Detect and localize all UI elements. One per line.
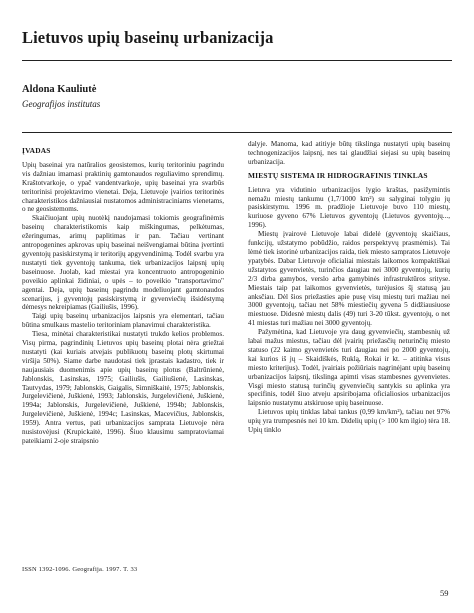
paragraph: Lietuvos upių tinklas labai tankus (0,99 km/km²), tačiau net 97% upių yra trumpesnės nei 10 km. Didelių upių (> 100 km ilgio) tėra 18. Upių tinklo: [248, 408, 450, 435]
author-name: Aldona Kauliutė: [22, 84, 97, 95]
paragraph: dalyje. Manoma, kad atitiyje būtų tikslinga nustatyti upių baseinų technogenizacijos laipsnį, nes tai glaudžiai siejasi su upių baseinų urbanizacija.: [248, 140, 450, 166]
author-institution: Geografijos institutas: [22, 99, 101, 109]
section-heading-intro: ĮVADAS: [22, 147, 51, 155]
left-column: [22, 147, 224, 557]
author-rule: [22, 132, 452, 133]
article-title: Lietuvos upių baseinų urbanizacija: [22, 28, 274, 47]
section-heading-city-system: MIESTŲ SISTEMA IR HIDROGRAFINIS TINKLAS: [248, 170, 428, 180]
paragraph: Miestų įvairovė Lietuvoje labai didelė (gyventojų skaičiaus, funkcijų, užstatymo pobūdžio, raidos perspektyvų prasmėmis). Tai lėmė tiek istorinė urbanizacijos raida, tiek miesto sampratos Lietuvoje ypatybės. Dabar Lietuvoje oficialiai miestais laikomos kompaktiškai užstatytos gyvenvietės, turinčios daugiau nei 3000 gyventojų, kurių 2/3 dirba gamybos, verslo arba gamybinės infrastruktūros srityse. Miestais taip pat laikomos gyvenvietės, turėjusios šį statusą jau anksčiau. Dėl šios priežasties apie pusę visų miestų turi mažiau nei 3000 gyventojų, tačiau net 58% miestiečių gyvena 5 didžiausiuose miestuose. Didesnė miestų dalis (49) turi 3-20 tūkst. gyventojų, o net 41 miestas turi mažiau nei 3000 gyventojų.: [248, 230, 450, 328]
right-column: [248, 140, 450, 550]
paragraph: Pažymėtina, kad Lietuvoje yra daug gyvenviečių, stambesnių už labai mažus miestus, tačiau dėl įvairių priežasčių neturinčių miesto statuso (22 kaimo gyvenvietės turi daugiau nei po 2000 gyventojų, kai kurios iš jų – Skaidiškės, Ruklą, Rokai ir kt. – atitinka visus miesto kriterijus). Todėl, įvairiais požiūriais nagrinėjant upių baseinų urbanizacijos laipsnį, tikslinga apimti visas stambesnes gyvenvietes. Visgi miesto statusą turinčių gyvenviečių santykis su aplinka yra specifinis, todėl šiuo atveju apsiribojama oficialiosios urbanizacijos laipsnio nustatymu atskiruose upių baseinuose.: [248, 328, 450, 408]
paragraph: Tiesa, minėtai charakteristikai nustatyti trukdo kelios problemos. Visų pirma, pagrindinių Lietuvos upių baseinų plotai nėra griežtai nustatyti (kai kuriais atvejais publikuotų baseinų plotų skirtumai viršija 50%). Siame darbe naudotasi tiek įprastais kadastro, tiek ir naujausiais duomenimis apie upių baseinų plotus (Baltrūnienė, Jablonskis, Lasinskas, 1975; Gailiušis, Gailiušienė, Lasinskas, Tautvydas, 1979; Jablonskis, Gaigalis, Simniškaitė, 1975; Jablonskis, Jurgelevičienė, Juškienė, 1993; Jablonskis, Jurgelevičienė, Juškienė, 1994a; Jablonskis, Jurgelevičienė, Juškienė, 1994b; Jablonskis, Jurgelevičienė, Juškienė, 1994c; Lasinskas, Macevičius, Jablonskis, 1959). Antra vertus, pati urbanizacijos samprata Lietuvoje nėra nusistovėjusi (Krupickaitė, 1996). Šiuo klausimu sampratoviamai pateikiami 2-oje straipsnio: [22, 330, 224, 445]
paragraph: Taigi upių baseinų urbanizacijos laipsnis yra elementari, tačiau būtina smulkaus mastelio teritoriniam planavimui charakteristika.: [22, 312, 224, 330]
paragraph: Skaičiuojant upių nuotėkį naudojamasi tokiomis geografinėmis baseinų charakteristikomis kaip miškingumas, pelkėtumas, ežeringumas, arimų paplitimas ir pan. Tačiau vertinant antropogenines apkrovas upių baseinai neišvengiamai būtina įvertinti gyventojų pasiskirstymą ir teritorijų apgyvendinimą. Todėl svarbu yra nustatyti tiek gyventojų tankuma, tiek urbanizacijos laipsnį upių baseinuose. Juolab, kad miestai yra koncentruoto antropogeninio poveikio aplinkai židiniai, o upės – to poveikio "transportavimo" agentai. Deja, upių baseinų pagrindu modeliuojant gamtonaudos scenarijus, į gyventojų pasiskirstymą ir gyvenviečių išsidėstymą dėmesys nekreipiamas (Gailiušis, 1996).: [22, 214, 224, 312]
journal-footer: ISSN 1392-1096. Geografija. 1997. T. 33: [22, 566, 138, 573]
paragraph: Upių baseinai yra natūralios geosistemos, kurių teritoriniu pagrindu vis dažniau imamasi praktinių gamtonaudos reguliavimo sprendimų. Kraštotvarkoje, o ypač vandentvarkoje, upių baseinai yra svarbūs teritorinisi projektavimo vienetai. Deja, Lietuvoje įvairios teritorinės charakteristikos dažniausiai nustatomos administraciniams vienetams, o ne geosistemoms.: [22, 160, 224, 214]
paragraph: Lietuva yra vidutinio urbanizacijos lygio kraštas, pasižymintis nemažu miestų tankumu (1,7/1000 km²) su salyginai tolygiu jų pasiskirstymu. 1996 m. pradžioje Lietuvoje buvo 110 miestų, kuriuose gyveno 67% Lietuvos gyventojų (Lietuvos gyventojų..., 1996).: [248, 185, 450, 230]
title-rule: [22, 60, 452, 61]
page-number: 59: [440, 588, 449, 598]
